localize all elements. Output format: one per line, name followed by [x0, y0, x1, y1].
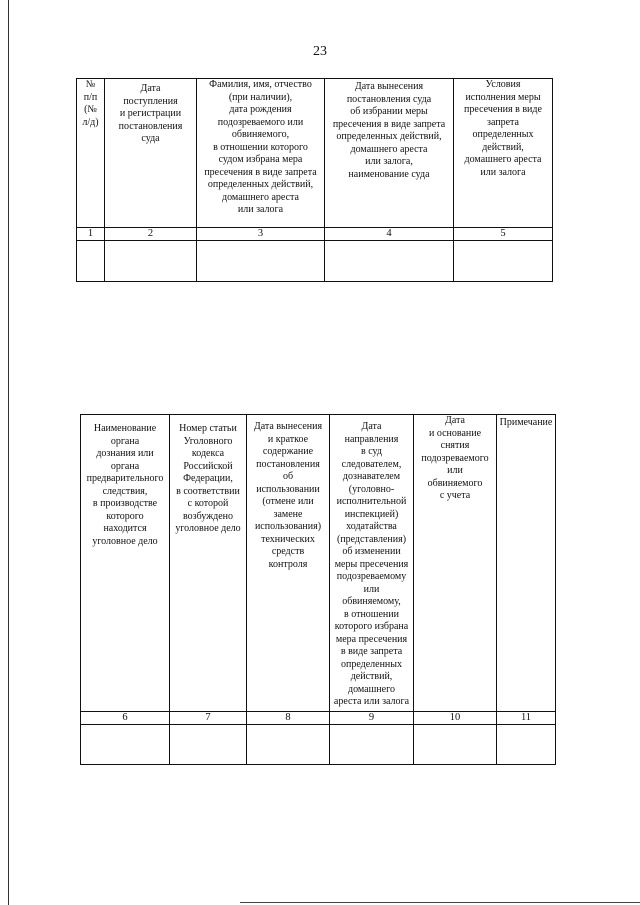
table1-column-number: 4 — [325, 228, 454, 241]
table2-column-number: 6 — [81, 712, 170, 725]
table2-column-number: 10 — [414, 712, 497, 725]
table2-column-number: 7 — [170, 712, 247, 725]
table2-header-row — [81, 415, 556, 712]
table1-column-number: 5 — [454, 228, 553, 241]
table2-header-cell: Наименование органа дознания или органа предварительного следствия, в производстве которого находится уголовное дело — [81, 415, 170, 712]
table2-number-row — [81, 712, 556, 725]
scan-edge-left — [8, 0, 9, 905]
table2-empty-cell — [497, 725, 556, 765]
journal-table-part-2 — [80, 414, 556, 765]
table2-empty-cell — [414, 725, 497, 765]
table1-empty-cell — [197, 241, 325, 282]
table2-column-number: 9 — [330, 712, 414, 725]
table2-column-number: 8 — [247, 712, 330, 725]
table1-header-cell: Условия исполнения меры пресечения в виде запрета определенных действий, домашнего ареста или залога — [454, 79, 553, 228]
table2-header-cell: Номер статьи Уголовного кодекса Российской Федерации, в соответствии с которой возбуждено уголовное дело — [170, 415, 247, 712]
table2-header-cell: Примечание — [497, 415, 556, 712]
table1-empty-cell — [77, 241, 105, 282]
table2-column-number: 11 — [497, 712, 556, 725]
table1-number-row — [77, 228, 553, 241]
table1-header-cell: № п/п (№ л/д) — [77, 79, 105, 228]
table2-header-cell: Дата направления в суд следователем, дознавателем (уголовно- исполнительной инспекцией) ходатайства (представления) об изменении меры пресечения подозреваемому или обвиняемому, в отношении которого избрана мера пресечения в виде запрета определенных действий, домашнего ареста или залога — [330, 415, 414, 712]
table2-empty-cell — [81, 725, 170, 765]
table1-column-number: 2 — [105, 228, 197, 241]
table1-empty-row — [77, 241, 553, 282]
table1-header-cell: Дата вынесения постановления суда об избрании меры пресечения в виде запрета определенных действий, домашнего ареста или залога, наименование суда — [325, 79, 454, 228]
table2-empty-cell — [170, 725, 247, 765]
scan-edge-bottom — [240, 902, 640, 903]
table2-empty-cell — [330, 725, 414, 765]
table2-header-cell: Дата вынесения и краткое содержание постановления об использовании (отмене или замене использования) технических средств контроля — [247, 415, 330, 712]
table1-header-cell: Фамилия, имя, отчество (при наличии), дата рождения подозреваемого или обвиняемого, в отношении которого судом избрана мера пресечения в виде запрета определенных действий, домашнего ареста или залога — [197, 79, 325, 228]
table2-header-cell: Дата и основание снятия подозреваемого или обвиняемого с учета — [414, 415, 497, 712]
table1-header-cell: Дата поступления и регистрации постановления суда — [105, 79, 197, 228]
table1-empty-cell — [105, 241, 197, 282]
table1-column-number: 1 — [77, 228, 105, 241]
page-number: 23 — [313, 44, 327, 59]
journal-table-part-1 — [76, 78, 553, 282]
table1-empty-cell — [454, 241, 553, 282]
table1-column-number: 3 — [197, 228, 325, 241]
table1-empty-cell — [325, 241, 454, 282]
table1-header-row — [77, 79, 553, 228]
table2-empty-cell — [247, 725, 330, 765]
table2-empty-row — [81, 725, 556, 765]
